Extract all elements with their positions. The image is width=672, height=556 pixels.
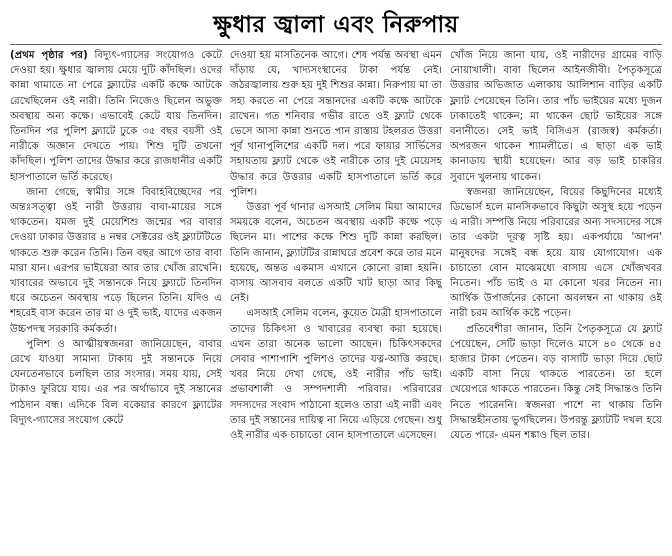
article-paragraph: খোঁজ নিয়ে জানা যায়, ওই নারীদের গ্রামের বাড়ি নোয়াখালী। বাবা ছিলেন আইনজীবী। পৈতৃকসূত্রে উত্তরার অভিজাত এলাকায় আলিশান বাড়ির একটি ফ্ল্যাট পেয়েছেন তিনি। তার পাঁচ ভাইয়ের মধ্যে দুজন ঢাকাতেই থাকেন; মা থাকেন ছোট ভাইয়ের সঙ্গে বনানীতে। সেই ভাই বিসিএস (রাজস্ব) কর্মকর্তা। অপরজন থাকেন শ্যামলীতে। এ ছাড়া এক ভাই কানাডায় স্থায়ী হয়েছেন। আর বড় ভাই চাকরির সুবাদে খুলনায় থাকেন। — [450, 50, 662, 183]
article-paragraph: স্বজনরা জানিয়েছেন, বিয়ের কিছুদিনের মধ্যেই ডিভোর্স হলে মানসিকভাবে কিছুটা অসুস্থ হয়ে পড়েন এ নারী। সম্পত্তি নিয়ে পরিবারের অন্য সদস্যদের সঙ্গে তার একটা দূরত্ব সৃষ্টি হয়। একপর্যায়ে 'আপন' মানুষদের সঙ্গেই বন্ধ হয়ে যায় যোগাযোগ। এক চাচাতো বোন মাঝেমধ্যে বাসায় এসে খোঁজখবর নিতেন। পাঁচ ভাই ও মা কোনো খবর নিতেন না। আর্থিক উপার্জনের কোনো অবলম্বন না থাকায় ওই নারী চরম আর্থিক কষ্টে পড়েন। — [450, 186, 662, 320]
article-paragraph — [10, 48, 222, 185]
article-headline: ক্ষুধার জ্বালা এবং নিরুপায় — [213, 11, 459, 38]
article-paragraph: এসআই সেলিম বলেন, কুয়েত মৈত্রী হাসপাতালে তাদের চিকিৎসা ও খাবারের ব্যবস্থা করা হয়েছে। এখন তারা অনেক ভালো আছেন। চিকিৎসকদের সেবার পাশাপাশি পুলিশও তাদের যত্ন-আত্তি করছে। খবর নিয়ে দেখা গেছে, ওই নারীর পাঁচ ভাই। প্রভাবশালী ও সম্পদশালী পরিবার। পরিবারের সদস্যদের সংবাদ পাঠানো হলেও তারা এই নারী এবং তার দুই সন্তানের দায়িত্ব না নিয়ে এড়িয়ে গেছেন। শুধু ওই নারীর এক চাচাতো বোন হাসপাতালে এসেছেন। — [230, 308, 442, 442]
article-paragraph: উত্তরা পূর্ব থানার এসআই সেলিম মিয়া আমাদের সময়কে বলেন, অচেতন অবস্থায় একটি কক্ষে পড়ে ছিলেন মা। পাশের কক্ষে শিশু দুটি কান্না করছিল। তিনি জানান, ফ্ল্যাটটির রান্নাঘরে প্রবেশ করে তার মনে হয়েছে, অন্তত একমাস এখানে কোনো রান্না হয়নি। বাসায় আসবাব বলতে একটি খাট ছাড়া আর কিছু নেই। — [230, 202, 442, 305]
article-paragraph: পুলিশ ও আত্মীয়স্বজনরা জানিয়েছেন, বাবার রেখে যাওয়া সামান্য টাকায় দুই সন্তানকে নিয়ে যেনতেনভাবে চলছিল তার সংসার। সময় যায়, সেই টাকাও ফুরিয়ে যায়। এর পর অর্থাভাবে দুই সন্তানের পাঠদান বন্ধ। এদিকে বিল বকেয়ার কারণে ফ্ল্যাটের বিদ্যুৎ-গ্যাসের সংযোগ কেটে — [10, 338, 222, 426]
headline-divider — [10, 44, 662, 45]
continuation-label: (প্রথম পৃষ্ঠার পর) — [10, 50, 88, 61]
paragraph-text: বিদ্যুৎ-গ্যাসের সংযোগও কেটে দেওয়া হয়। ক্ষুধার জ্বালায় মেয়ে দুটি কাঁদছিল। ওদের কান্না থামাতে না পেরে ফ্ল্যাটের একটি কক্ষে আটকে রেখেছিলেন ওই নারী। তিনি নিজেও ছিলেন অভুক্ত অবস্থায় অন্য কক্ষে। এভাবেই কেটে যায় তিনদিন। তিনদিন পর পুলিশ ফ্ল্যাটে ঢুকে ৩৫ বছর বয়সী ওই নারীকে অজ্ঞান দেখতে পায়। শিশু দুটি তখনো কাঁদছিল। পুলিশ তাদের উদ্ধার করে রাজধানীর একটি হাসপাতালে ভর্তি করেছে। — [10, 50, 222, 183]
article-paragraph: জানা গেছে, স্বামীর সঙ্গে বিবাহবিচ্ছেদের পর অন্তঃসত্ত্বা ওই নারী উত্তরায় বাবা-মায়ের সঙ্গে থাকতেন। যমজ দুই মেয়েশিশু জন্মের পর বাবার দেওয়া ঢাকার উত্তরার ৪ নম্বর সেক্টরের ওই ফ্ল্যাটটিতে থাকতে শুরু করেন তিনি। তিন বছর আগে তার বাবা মারা যান। এরপর ভাইয়েরা আর তার খোঁজ রাখেনি। খাবারের অভাবে দুই সন্তানকে নিয়ে ফ্ল্যাটে তিনদিন ধরে অচেতন অবস্থায় পড়ে ছিলেন তিনি। যদিও এ শহরেই বাস করেন তার মা ও দুই ভাই, যাদের একজন উচ্চপদস্থ সরকারি কর্মকর্তা। — [10, 186, 222, 335]
article-paragraph: দেওয়া হয় মাসতিনেক আগে। শেষ পর্যন্ত অবস্থা এমন দাঁড়ায় যে, খাদ্যসংস্থানের টাকা পর্যন্ত নেই। জঠরজ্বালায় শুরু হয় দুই শিশুর কান্না। নিরুপায় মা তা সহ্য করতে না পেরে সন্তানদের একটি কক্ষে আটকে রাখেন। গত শনিবার গভীর রাতে ওই ফ্ল্যাট থেকে ভেসে আসা কান্না শুনতে পান রাস্তায় টহলরত উত্তরা পূর্ব থানাপুলিশের একটি দল। পরে ফায়ার সার্ভিসের সহায়তায় ফ্ল্যাট থেকে ওই নারীকে তার দুই মেয়েসহ উদ্ধার করে উত্তরার একটি হাসপাতালে ভর্তি করে পুলিশ। — [230, 50, 442, 198]
article-column-3 — [450, 48, 662, 552]
article-paragraph: প্রতিবেশীরা জানান, তিনি পৈতৃকসূত্রে যে ফ্ল্যাট পেয়েছেন, সেটি ভাড়া দিলেও মাসে ৪০ থেকে ৪৫ হাজার টাকা পেতেন। বড় বাসাটি ভাড়া দিয়ে ছোট একটি বাসা নিয়ে থাকতে পারতেন। তা হলে খেয়েপরে থাকতে পারতেন। কিন্তু সেই সিদ্ধান্তও তিনি নিতে পারেননি। স্বজনরা পাশে না থাকায় তিনি সিদ্ধান্তহীনতায় ভুগছিলেন। উপরন্তু ফ্ল্যাটটি দখল হয়ে যেতে পারে- এমন শঙ্কাও ছিল তার। — [450, 323, 662, 442]
article-column-2 — [230, 48, 442, 552]
article-column-1 — [10, 48, 222, 552]
